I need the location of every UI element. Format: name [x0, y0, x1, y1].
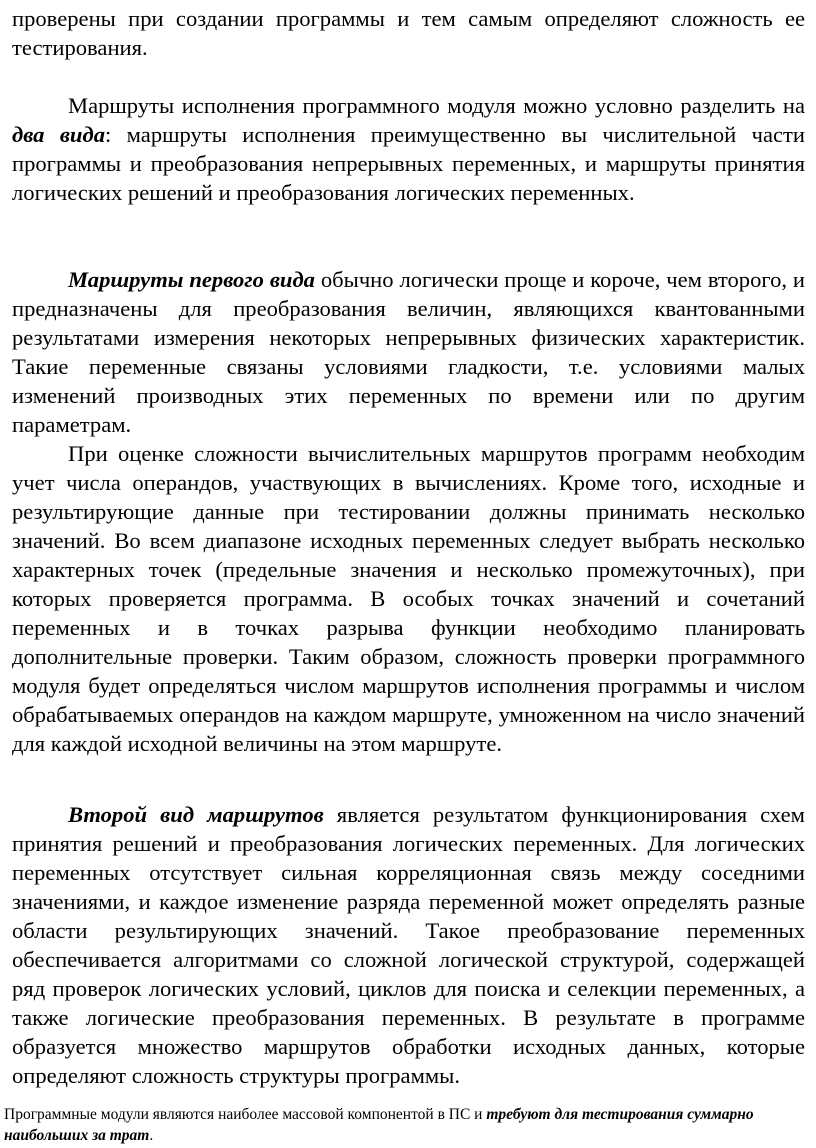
paragraph-first-kind [12, 265, 805, 439]
paragraph-second-kind [12, 800, 805, 1090]
paragraph-text: Маршруты исполнения программного модуля можно условно разделить на [68, 93, 805, 118]
footer-note [4, 1104, 809, 1146]
paragraph-text: обычно логически проще и короче, чем второго, и предназначены для преобразования величин, являющихся квантованными результатами измерения некоторых непрерывных физических характеристик. Такие переменные связаны условиями гладкости, т.е. условиями малых изменений производных этих переменных по времени или по другим параметрам. [12, 267, 805, 437]
paragraph-continuation [12, 4, 805, 62]
paragraph-text: является результатом функционирования схем принятия решений и преобразования логических переменных. Для логических переменных отсутствует сильная корреляционная связь между соседними значениями, и каждое изменение разряда переменной может определять разные области результирующих значений. Такое преобразование переменных обеспечивается алгоритмами со сложной логической структурой, содержащей ряд проверок логических условий, циклов для поиска и селекции переменных, а также логические преобразования переменных. В результате в программе образуется множество маршрутов обработки исходных данных, которые определяют сложность структуры программы. [12, 802, 805, 1088]
paragraph-complexity [12, 439, 805, 758]
footer-text: Программные модули являются наиболее массовой компонентой в ПС и [4, 1106, 487, 1123]
emphasis-text: Маршруты первого вида [68, 267, 315, 292]
paragraph-text: проверены при создании программы и тем самым определяют сложность ее тестирования. [12, 6, 805, 60]
footer-emphasis: требуют для тестирования суммарно наибольших за трат [4, 1106, 754, 1144]
paragraph-two-kinds [12, 91, 805, 207]
footer-tail: . [149, 1127, 154, 1144]
emphasis-text: два вида [12, 122, 105, 147]
paragraph-text: : маршруты исполнения преимущественно вы числительной части программы и преобразования непрерывных переменных, и маршруты принятия логических решений и преобразования логических переменных. [12, 122, 806, 205]
paragraph-text: При оценке сложности вычислительных маршрутов программ необходим учет числа операндов, участвующих в вычислениях. Кроме того, исходные и результирующие данные при тестировании должны принимать несколько значений. Во всем диапазоне исходных переменных следует выбрать несколько характерных точек (предельные значения и несколько промежуточных), при которых проверяется программа. В особых точках значений и сочетаний переменных и в точках разрыва функции необходимо планировать дополнительные проверки. Таким образом, сложность проверки программного модуля будет определяться числом маршрутов исполнения программы и числом обрабатываемых операндов на каждом маршруте, умноженном на число значений для каждой исходной величины на этом маршруте. [12, 441, 805, 756]
emphasis-text: Второй вид маршрутов [68, 802, 324, 827]
